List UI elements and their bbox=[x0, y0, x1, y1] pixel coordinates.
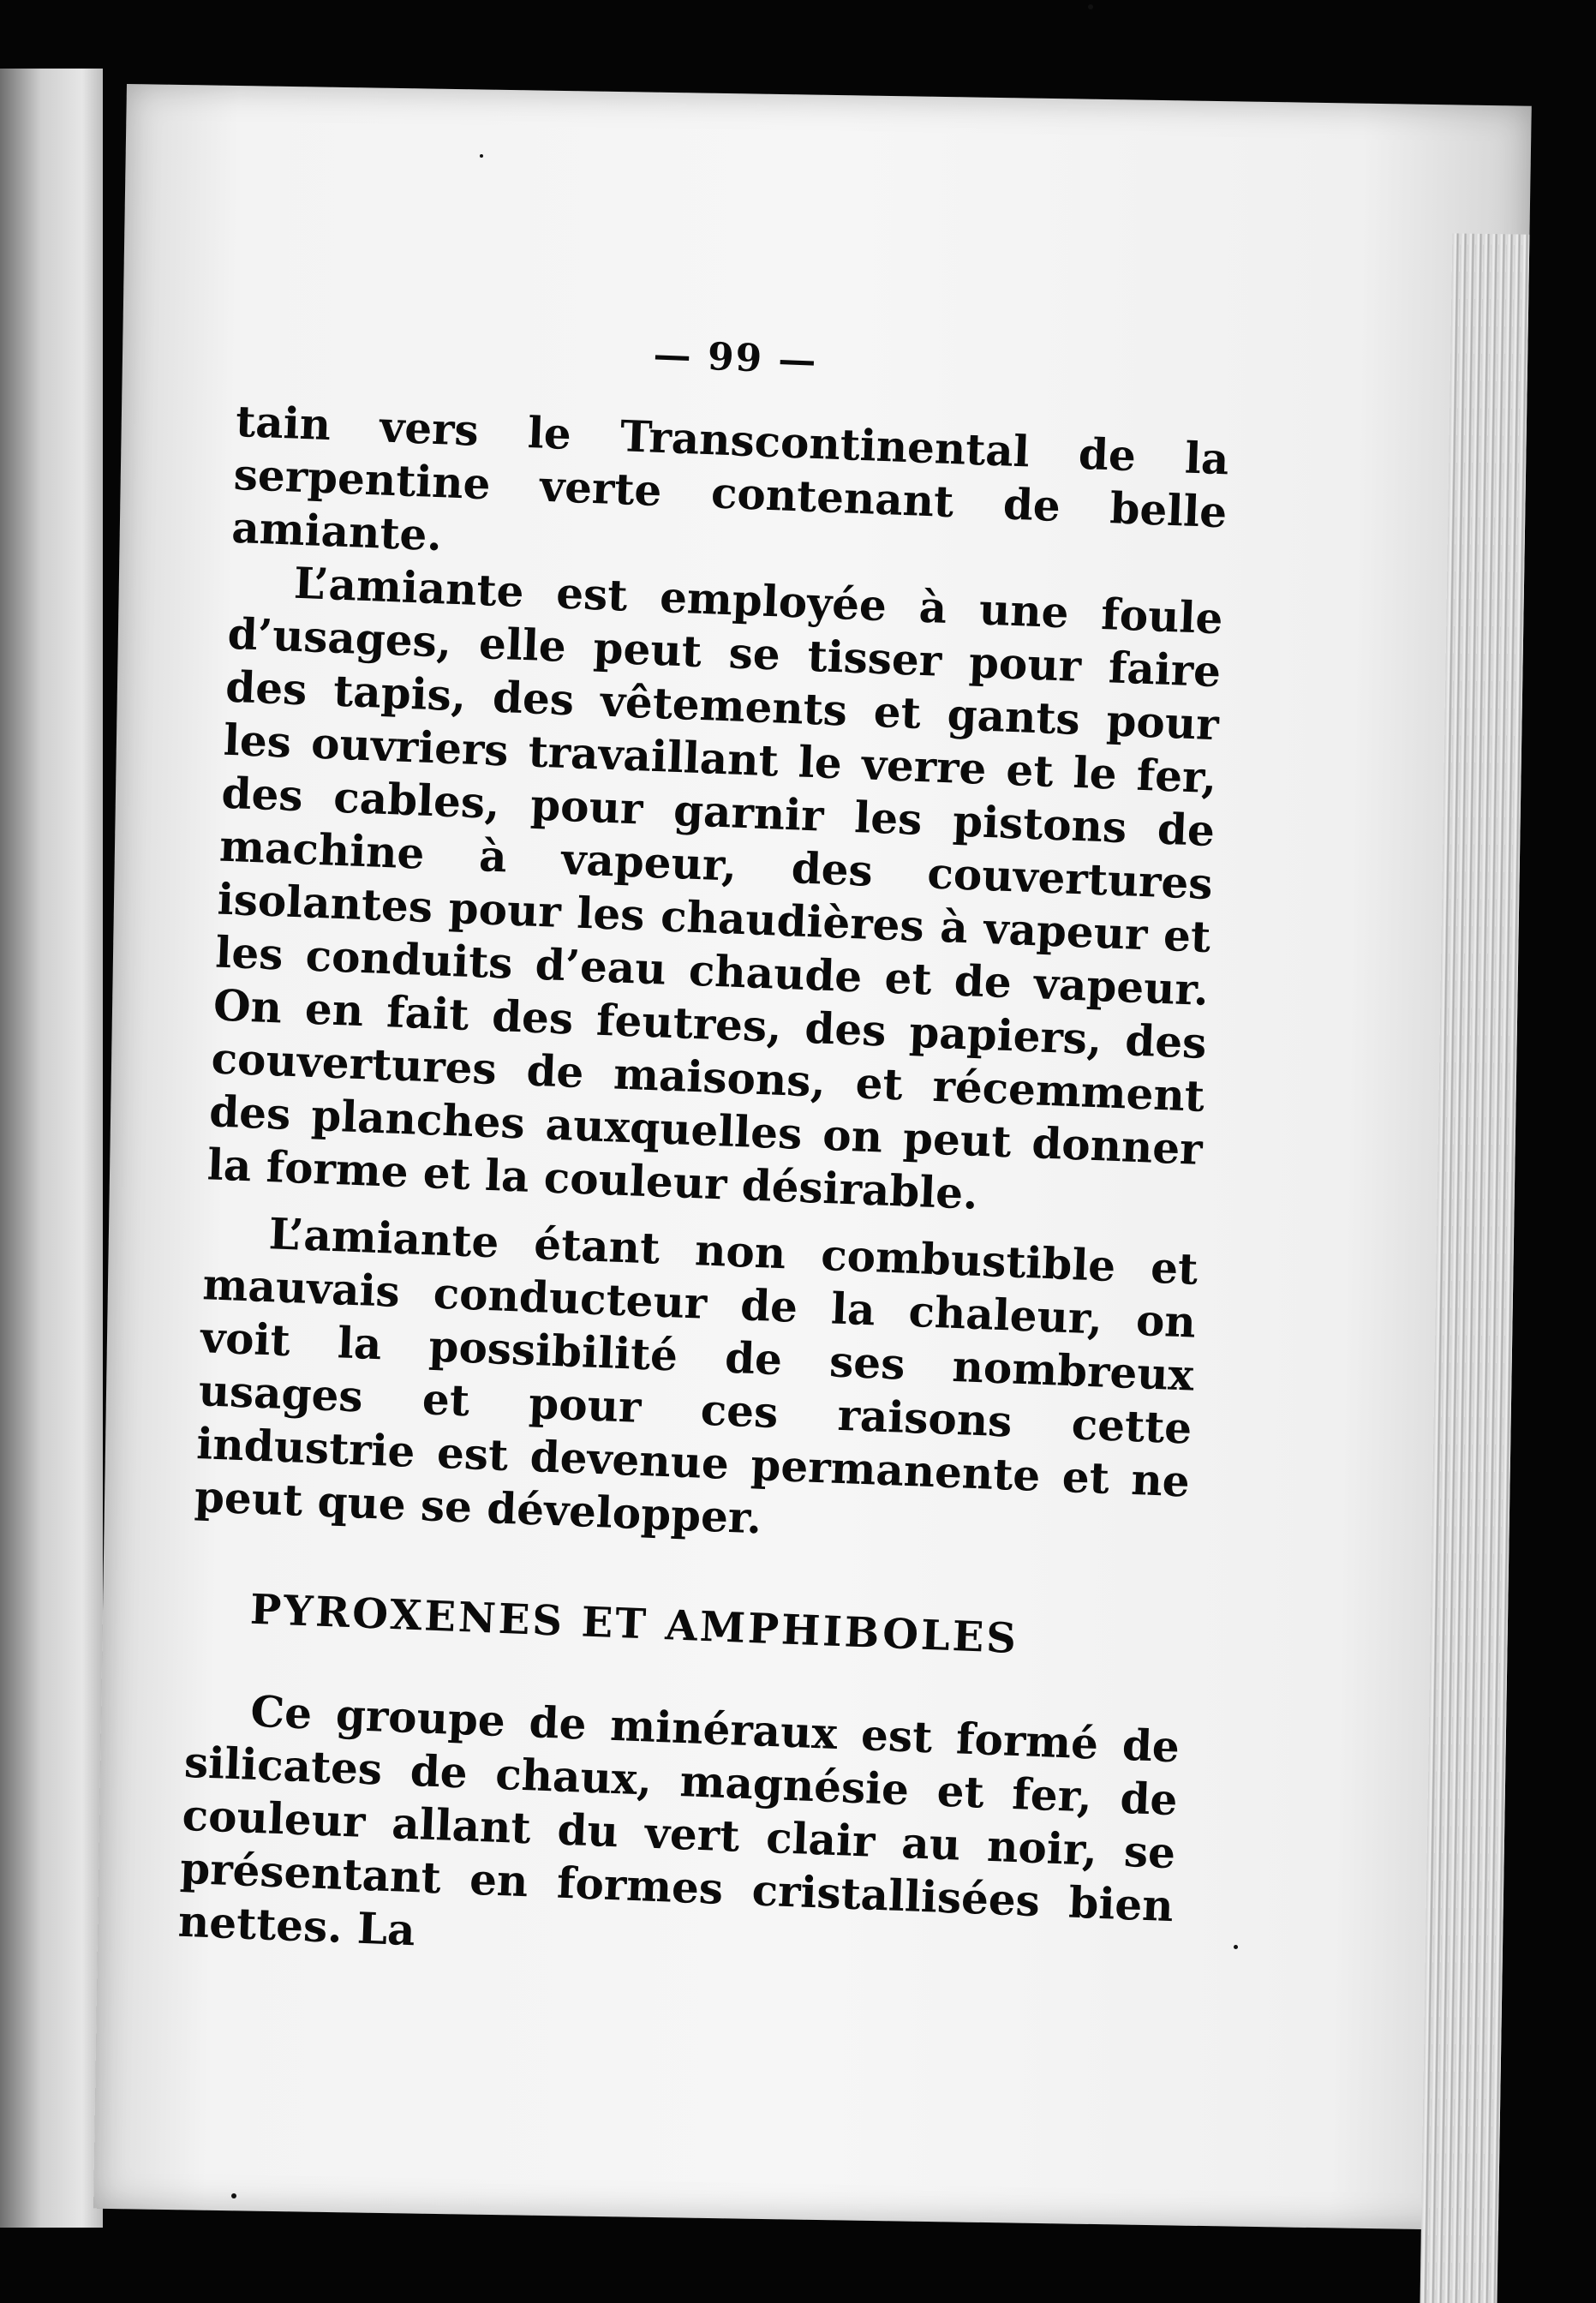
scan-speck bbox=[231, 2193, 236, 2198]
paragraph-continuation: tain vers le Transcontinental de la serpentine verte contenant de belle amiante. bbox=[230, 395, 1230, 561]
page-text-block bbox=[177, 317, 1233, 1986]
section-heading: PYROXENES ET AMPHIBOLES bbox=[249, 1585, 1019, 1664]
scan-speck bbox=[480, 154, 483, 158]
paragraph-properties: L’amiante étant non combustible et mauvais conducteur de la chaleur, on voit la possibilité de ses nombreux usages et pour ces raisons cette industrie est devenue permanente et ne peut que se développer. bbox=[193, 1208, 1199, 1544]
page-stack-edges bbox=[1420, 233, 1529, 2303]
page-number: — 99 — bbox=[652, 332, 819, 383]
scan-speck bbox=[1234, 1945, 1238, 1949]
paragraph-uses: L’amiante est employée à une foule d’usages, elle peut se tisser pour faire des tapis, des vêtements et gants pour les ouvriers travaillant le verre et le fer, des cables, pour garnir les pistons de machine à vapeur, des couvertures isolantes pour les chaudières à vapeur et les conduits d’eau chaude et de vapeur. On en fait des feutres, des papiers, des couvertures de maisons, et récemment des planches auxquelles on peut donner la forme et la couleur désirable. bbox=[206, 557, 1224, 1219]
scan-speck bbox=[1088, 4, 1093, 9]
paragraph-pyroxenes: Ce groupe de minéraux est formé de silicates de chaux, magnésie et fer, de couleur allant du vert clair au noir, se présentant en formes cristallisées bien nettes. La bbox=[176, 1685, 1181, 1956]
left-page-edge bbox=[0, 69, 103, 2228]
